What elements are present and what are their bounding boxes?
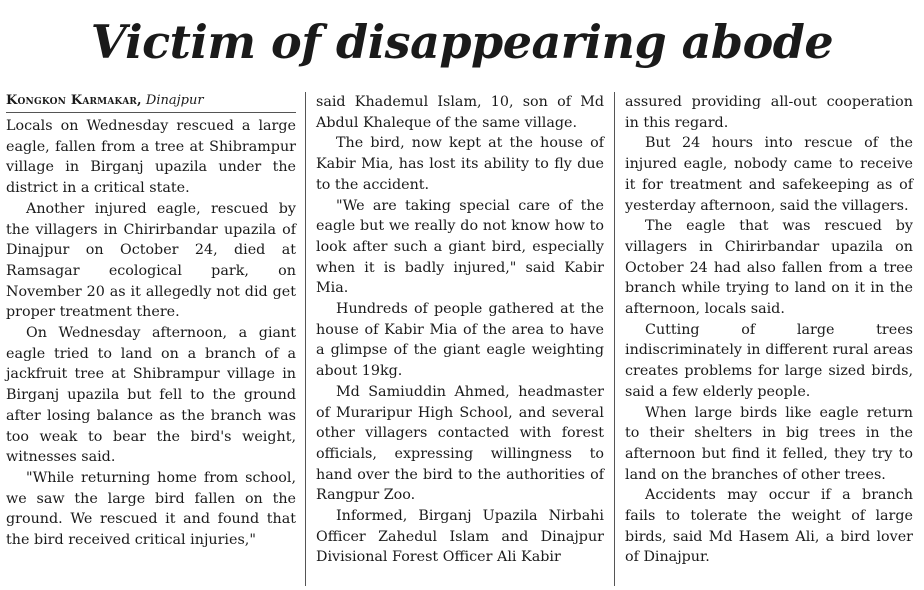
paragraph: assured providing all-out cooperation in this regard. [625, 94, 913, 131]
paragraph: Accidents may occur if a branch fails to tolerate the weight of large birds, said Md Hasem Ali, a bird lover of Dinajpur. [625, 487, 913, 566]
paragraph: Hundreds of people gathered at the house of Kabir Mia of the area to have a glimpse of the giant eagle weighting about 19kg. [316, 301, 604, 380]
paragraph: The eagle that was rescued by villagers in Chirirbandar upazila on October 24 had also fallen from a tree branch while trying to land on it in the afternoon, locals said. [625, 218, 913, 318]
paragraph: But 24 hours into rescue of the injured eagle, nobody came to receive it for treatment and safekeeping as of yesterday afternoon, said the villagers. [625, 135, 913, 214]
paragraph: said Khademul Islam, 10, son of Md Abdul Khaleque of the same village. [316, 94, 604, 131]
column-1 [6, 92, 296, 586]
headline: Victim of disappearing abode [90, 15, 834, 69]
column-divider [614, 92, 615, 586]
article-body [0, 92, 924, 586]
paragraph: Informed, Birganj Upazila Nirbahi Officer Zahedul Islam and Dinajpur Divisional Forest Officer Ali Kabir [316, 508, 604, 566]
column-divider [305, 92, 306, 586]
byline [6, 92, 296, 113]
byline-location: Dinajpur [145, 93, 204, 108]
paragraph: On Wednesday afternoon, a giant eagle tried to land on a branch of a jackfruit tree at Shibrampur village in Birganj upazila but fell to the ground after losing balance as the branch was too weak to bear the bird's weight, witnesses said. [6, 325, 296, 466]
paragraph: "While returning home from school, we saw the large bird fallen on the ground. We rescued it and found that the bird received critical injuries," [6, 469, 296, 549]
paragraph: Another injured eagle, rescued by the villagers in Chirirbandar upazila of Dinajpur on October 24, died at Ramsagar ecological park, on November 20 as it allegedly not did get proper treatment there. [6, 200, 296, 321]
paragraph: Cutting of large trees indiscriminately in different rural areas creates problems for large sized birds, said a few elderly people. [625, 321, 913, 400]
paragraph: The bird, now kept at the house of Kabir Mia, has lost its ability to fly due to the accident. [316, 135, 604, 193]
column-2 [316, 92, 604, 586]
paragraph: "We are taking special care of the eagle but we really do not know how to look after such a giant bird, especially when it is badly injured," said Kabir Mia. [316, 197, 604, 297]
byline-author: Kongkon Karmakar, [6, 93, 142, 108]
column-3 [625, 92, 913, 586]
paragraph: Md Samiuddin Ahmed, headmaster of Muraripur High School, and several other villagers contacted with forest officials, expressing willingness to hand over the bird to the authorities of Rangpur Zoo. [316, 383, 604, 504]
paragraph: When large birds like eagle return to their shelters in big trees in the afternoon but find it felled, they try to land on the branches of other trees. [625, 404, 913, 483]
paragraph: Locals on Wednesday rescued a large eagle, fallen from a tree at Shibrampur village in Birganj upazila under the district in a critical state. [6, 118, 296, 197]
